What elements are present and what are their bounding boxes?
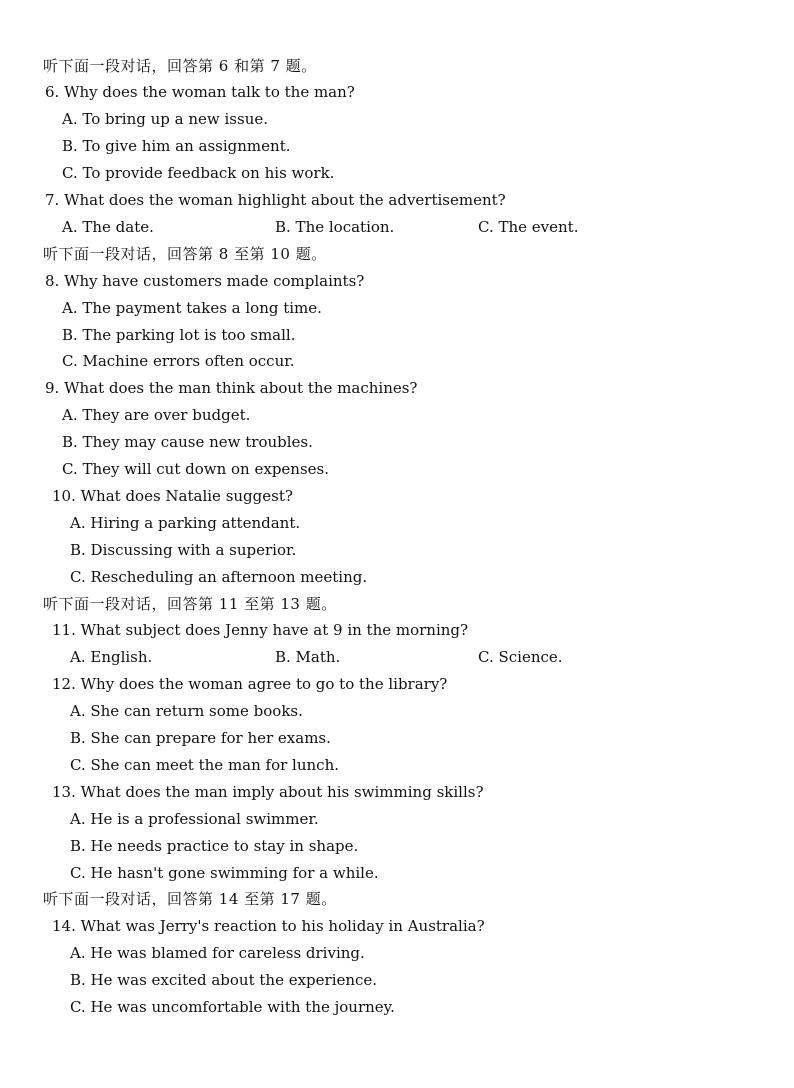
option-row bbox=[0, 833, 794, 860]
section-heading-row bbox=[0, 241, 794, 268]
answer-option: C. To provide feedback on his work. bbox=[62, 164, 335, 183]
answer-option: C. She can meet the man for lunch. bbox=[70, 755, 340, 774]
option-row bbox=[0, 106, 794, 133]
question-row bbox=[0, 483, 794, 510]
section-heading: 听下面一段对话，回答第 14 至第 17 题。 bbox=[43, 890, 337, 909]
answer-option: A. He was blamed for careless driving. bbox=[70, 944, 365, 963]
question-stem: 9. What does the man think about the machines? bbox=[45, 379, 418, 398]
answer-option: B. The location. bbox=[275, 217, 395, 236]
option-row bbox=[0, 295, 794, 322]
answer-option: A. The payment takes a long time. bbox=[62, 298, 322, 317]
option-row bbox=[0, 752, 794, 779]
option-row bbox=[0, 322, 794, 349]
option-row bbox=[0, 537, 794, 564]
question-row bbox=[0, 671, 794, 698]
answer-option: C. They will cut down on expenses. bbox=[62, 460, 329, 478]
question-stem: 14. What was Jerry's reaction to his holiday in Australia? bbox=[52, 917, 485, 936]
option-row bbox=[0, 698, 794, 725]
options-row bbox=[0, 214, 794, 241]
section-heading-row bbox=[0, 886, 794, 913]
answer-option: A. English. bbox=[70, 648, 153, 667]
section-heading-row bbox=[0, 53, 794, 80]
question-row bbox=[0, 913, 794, 940]
question-stem: 10. What does Natalie suggest? bbox=[52, 486, 293, 505]
question-stem: 7. What does the woman highlight about the advertisement? bbox=[45, 191, 506, 209]
answer-option: A. They are over budget. bbox=[62, 406, 251, 425]
answer-option: B. To give him an assignment. bbox=[62, 137, 291, 156]
answer-option: B. He was excited about the experience. bbox=[70, 971, 378, 990]
option-row bbox=[0, 456, 794, 483]
question-stem: 11. What subject does Jenny have at 9 in the morning? bbox=[52, 621, 469, 640]
section-heading-row bbox=[0, 591, 794, 618]
option-row bbox=[0, 806, 794, 833]
option-row bbox=[0, 967, 794, 994]
option-row bbox=[0, 429, 794, 456]
answer-option: A. Hiring a parking attendant. bbox=[70, 513, 301, 532]
answer-option: B. She can prepare for her exams. bbox=[70, 729, 331, 747]
question-stem: 13. What does the man imply about his swimming skills? bbox=[52, 782, 484, 801]
answer-option: C. He hasn't gone swimming for a while. bbox=[70, 863, 379, 882]
answer-option: B. They may cause new troubles. bbox=[62, 433, 313, 452]
section-heading: 听下面一段对话，回答第 8 至第 10 题。 bbox=[43, 244, 327, 263]
question-row bbox=[0, 779, 794, 806]
answer-option: C. Rescheduling an afternoon meeting. bbox=[70, 567, 368, 586]
answer-option: A. She can return some books. bbox=[70, 702, 303, 721]
section-heading: 听下面一段对话，回答第 11 至第 13 题。 bbox=[43, 594, 337, 613]
option-row bbox=[0, 348, 794, 375]
options-row bbox=[0, 644, 794, 671]
question-row bbox=[0, 187, 794, 214]
answer-option: C. Machine errors often occur. bbox=[62, 352, 295, 371]
answer-option: C. The event. bbox=[478, 217, 579, 236]
question-row bbox=[0, 268, 794, 295]
answer-option: B. The parking lot is too small. bbox=[62, 325, 296, 344]
option-row bbox=[0, 510, 794, 537]
option-row bbox=[0, 402, 794, 429]
section-heading: 听下面一段对话，回答第 6 和第 7 题。 bbox=[43, 56, 317, 75]
answer-option: B. Discussing with a superior. bbox=[70, 540, 297, 559]
option-row bbox=[0, 994, 794, 1021]
option-row bbox=[0, 564, 794, 591]
question-stem: 6. Why does the woman talk to the man? bbox=[45, 83, 355, 102]
answer-option: A. To bring up a new issue. bbox=[62, 110, 268, 129]
option-row bbox=[0, 860, 794, 887]
question-stem: 12. Why does the woman agree to go to the library? bbox=[52, 675, 448, 694]
answer-option: B. He needs practice to stay in shape. bbox=[70, 836, 359, 855]
option-row bbox=[0, 725, 794, 752]
answer-option: B. Math. bbox=[275, 648, 341, 667]
question-row bbox=[0, 375, 794, 402]
question-row bbox=[0, 79, 794, 106]
option-row bbox=[0, 160, 794, 187]
answer-option: C. Science. bbox=[478, 648, 563, 667]
answer-option: C. He was uncomfortable with the journey. bbox=[70, 998, 395, 1016]
option-row bbox=[0, 133, 794, 160]
option-row bbox=[0, 940, 794, 967]
question-row bbox=[0, 617, 794, 644]
answer-option: A. The date. bbox=[62, 217, 154, 236]
answer-option: A. He is a professional swimmer. bbox=[70, 809, 319, 828]
question-stem: 8. Why have customers made complaints? bbox=[45, 271, 365, 290]
